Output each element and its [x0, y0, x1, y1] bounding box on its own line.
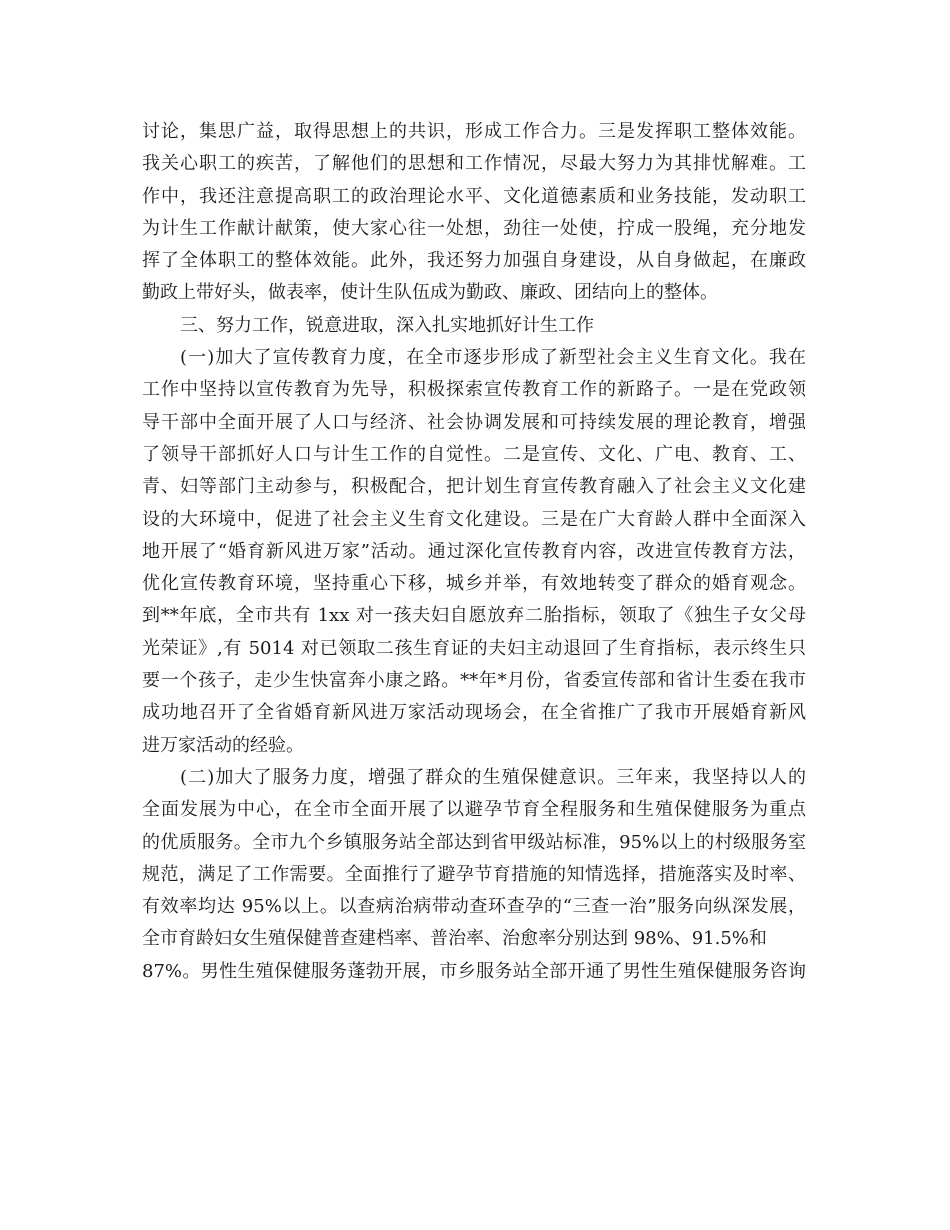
text-line: 地开展了“婚育新风进万家”活动。通过深化宣传教育内容，改进宣传教育方法， — [142, 540, 806, 562]
text-line: 我关心职工的疾苦，了解他们的思想和工作情况，尽最大努力为其排忧解难。工 — [142, 153, 806, 175]
text-line: 全市育龄妇女生殖保健普查建档率、普治率、治愈率分别达到 98%、91.5%和 — [142, 928, 767, 950]
text-line: 作中，我还注意提高职工的政治理论水平、文化道德素质和业务技能，发动职工 — [142, 185, 806, 207]
text-line: (一)加大了宣传教育力度，在全市逐步形成了新型社会主义生育文化。我在 — [180, 347, 806, 369]
text-line: 有效率均达 95%以上。以查病治病带动查环查孕的“三查一治”服务向纵深发展， — [142, 896, 806, 918]
text-line: 优化宣传教育环境，坚持重心下移，城乡并举，有效地转变了群众的婚育观念。 — [142, 573, 806, 595]
text-line: (二)加大了服务力度，增强了群众的生殖保健意识。三年来，我坚持以人的 — [180, 766, 806, 788]
text-line: 挥了全体职工的整体效能。此外，我还努力加强自身建设，从自身做起，在廉政 — [142, 250, 806, 272]
text-line: 的优质服务。全市九个乡镇服务站全部达到省甲级站标准，95%以上的村级服务室 — [142, 831, 806, 853]
text-line: 全面发展为中心，在全市全面开展了以避孕节育全程服务和生殖保健服务为重点 — [142, 799, 806, 821]
text-line: 到**年底，全市共有 1xx 对一孩夫妇自愿放弃二胎指标，领取了《独生子女父母 — [142, 605, 806, 627]
text-line: 规范，满足了工作需要。全面推行了避孕节育措施的知情选择，措施落实及时率、 — [142, 863, 806, 885]
text-line: 三、努力工作，锐意进取，深入扎实地抓好计生工作 — [180, 314, 594, 336]
text-line: 工作中坚持以宣传教育为先导，积极探索宣传教育工作的新路子。一是在党政领 — [142, 379, 806, 401]
text-line: 光荣证》,有 5014 对已领取二孩生育证的夫妇主动退回了生育指标，表示终生只 — [142, 637, 806, 659]
text-line: 成功地召开了全省婚育新风进万家活动现场会，在全省推广了我市开展婚育新风 — [142, 702, 806, 724]
text-line: 进万家活动的经验。 — [142, 734, 304, 756]
text-line: 青、妇等部门主动参与，积极配合，把计划生育宣传教育融入了社会主义文化建 — [142, 476, 806, 498]
text-line: 导干部中全面开展了人口与经济、社会协调发展和可持续发展的理论教育，增强 — [142, 411, 806, 433]
text-line: 87%。男性生殖保健服务蓬勃开展，市乡服务站全部开通了男性生殖保健服务咨询 — [142, 960, 806, 982]
text-line: 勤政上带好头，做表率，使计生队伍成为勤政、廉政、团结向上的整体。 — [142, 282, 718, 304]
text-line: 设的大环境中，促进了社会主义生育文化建设。三是在广大育龄人群中全面深入 — [142, 508, 806, 530]
text-line: 讨论，集思广益，取得思想上的共识，形成工作合力。三是发挥职工整体效能。 — [142, 121, 806, 142]
text-line: 了领导干部抓好人口与计生工作的自觉性。二是宣传、文化、广电、教育、工、 — [142, 443, 806, 465]
text-line: 为计生工作献计献策，使大家心往一处想，劲往一处使，拧成一股绳，充分地发 — [142, 217, 806, 239]
document-body — [142, 116, 806, 988]
text-line: 要一个孩子，走少生快富奔小康之路。**年*月份，省委宣传部和省计生委在我市 — [142, 670, 806, 692]
